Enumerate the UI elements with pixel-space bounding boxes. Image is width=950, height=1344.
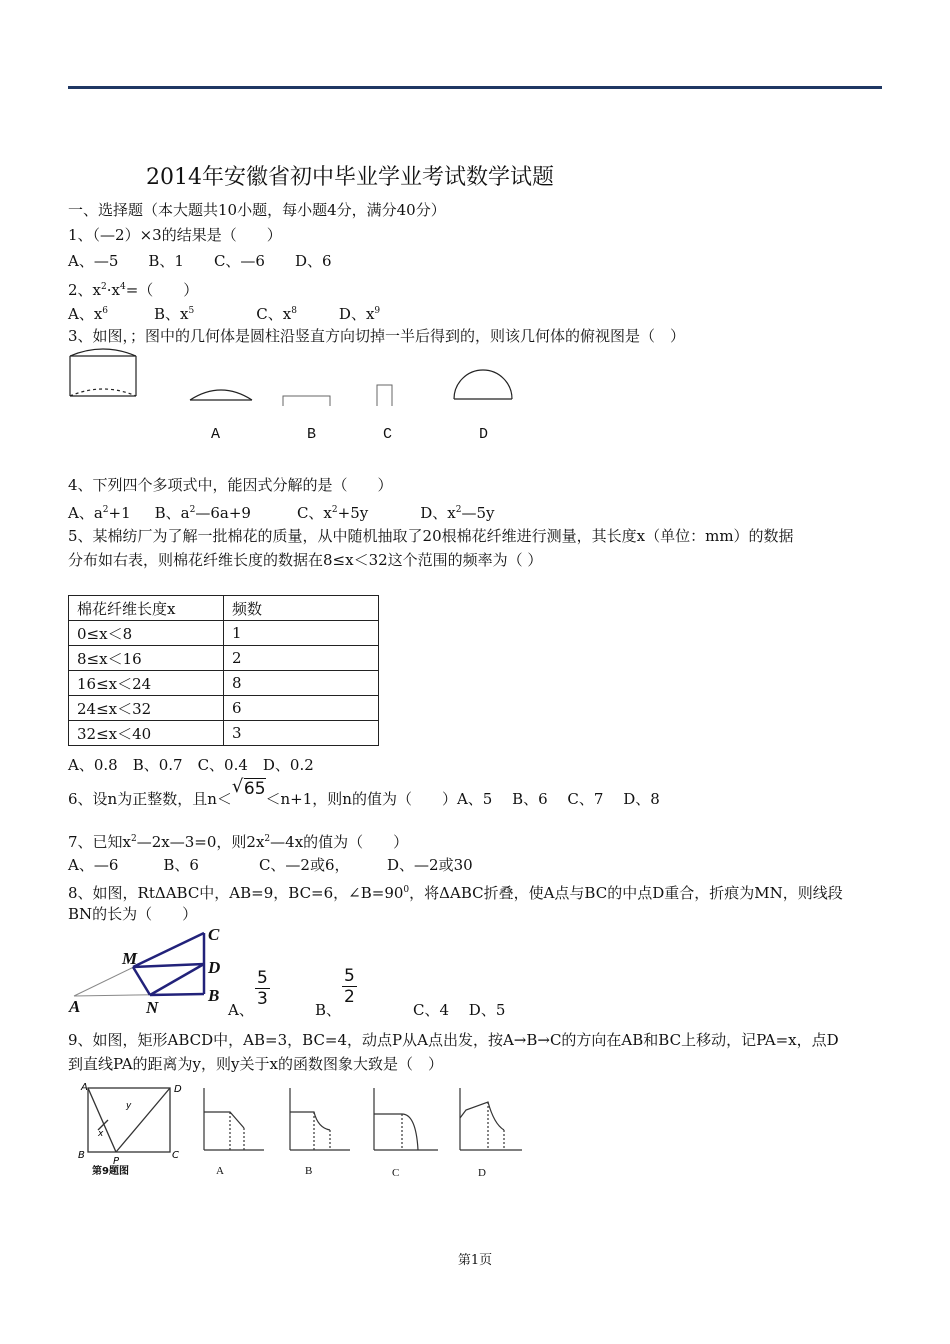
q8-label-n: N [146,998,159,1017]
q3-figure [66,344,536,406]
half-cylinder-solid [70,349,136,396]
graph-c [374,1088,438,1150]
frequency-table [68,595,379,746]
q8-stem-line1: 8、如图，RtΔABC中，AB=9，BC=6，$\angle B=90^0$，将ΔABC折叠，使A点与BC的中点D重合，折痕为MN，则线段 [68,884,843,902]
graph-a [204,1088,264,1150]
table-cell: 6 [224,696,379,721]
q8-option-b-label: B、 [315,1001,342,1019]
section-heading: 一、选择题（本大题共10小题，每小题4分，满分40分） [68,201,446,219]
table-row [69,646,379,671]
option-c-view [377,385,392,406]
table-cell: 32≤x＜40 [69,721,224,746]
q1-stem: 1、（—2）×3的结果是（ ） [68,226,282,244]
svg-text:C: C [172,1150,179,1161]
q7-options: A、—6 B、6 C、—2或6， D、—2或30 [68,856,473,874]
option-a-view [190,390,252,400]
option-b-view [283,396,330,406]
table-cell: 8≤x＜16 [69,646,224,671]
q9-graph-label-b: B [305,1165,313,1177]
q9-graph-label-d: D [478,1167,486,1179]
q9-figures [68,1080,538,1180]
q9-graph-label-c: C [392,1167,400,1179]
graph-d [460,1088,522,1150]
q8-label-d: D [208,958,221,977]
q8-label-m: M [122,949,138,968]
table-cell: 16≤x＜24 [69,671,224,696]
table-row [69,621,379,646]
svg-text:P: P [113,1156,120,1167]
table-cell: 2 [224,646,379,671]
q9-stem-line1: 9、如图，矩形ABCD中，AB=3，BC=4，动点P从A点出发，按A→B→C的方向在AB和BC上移动，记PA=x，点D [68,1031,839,1049]
q7-stem: 7、已知$x^2—2x—3=0$，则$2x^2—4x$的值为（ ） [68,833,409,851]
table-cell: 0≤x＜8 [69,621,224,646]
q4-options: A、$a^2+1$ B、$a^2—6a+9$ C、$x^2+5y$ D、$x^2—5y$ [68,504,495,522]
q1-options: A、—5 B、1 C、—6 D、6 [68,252,332,270]
table-cell: 24≤x＜32 [69,696,224,721]
q3-stem: 3、如图，；图中的几何体是圆柱沿竖直方向切掉一半后得到的，则该几何体的俯视图是（ ） [68,327,686,345]
table-row [69,671,379,696]
q9-graph-label-a: A [216,1165,224,1177]
table-cell: 1 [224,621,379,646]
svg-text:B: B [78,1150,85,1161]
q5-stem-line2: 分布如右表，则棉花纤维长度的数据在8≤x＜32这个范围的频率为（ ） [68,551,543,569]
q8-option-a-fraction: $\frac{5}{3}$ [257,968,268,1009]
q6-stem: 6、设n为正整数，且n＜ √ 65＜n+1，则n的值为（ ）A、5 B、6 C、7 D、8 [68,776,660,808]
q3-label-c: C [383,426,393,443]
q5-options: A、0.8 B、0.7 C、0.4 D、0.2 [68,756,314,774]
q2-stem: 2、$x^2\cdot x^4=$（ ） [68,281,199,299]
q8-stem-line2: BN的长为（ ） [68,905,198,923]
table-cell: 3 [224,721,379,746]
page-number: 第1页 [457,1253,493,1268]
q3-label-b: B [307,426,317,443]
table-cell: 8 [224,671,379,696]
rectangle-abcd [88,1088,170,1152]
q8-label-c: C [208,925,220,944]
svg-text:A: A [81,1082,88,1093]
q3-label-a: A [211,426,221,443]
svg-text:y: y [126,1101,132,1111]
q3-label-d: D [479,426,489,443]
q9-stem-line2: 到直线PA的距离为y，则y关于x的函数图象大致是（ ） [68,1055,443,1073]
q2-options: A、$x^6$ B、$x^5$ C、$x^8$ D、$x^9$ [68,305,381,323]
svg-text:D: D [174,1084,182,1095]
q8-label-a: A [69,997,81,1016]
q5-stem-line1: 5、某棉纺厂为了解一批棉花的质量，从中随机抽取了20根棉花纤维进行测量，其长度x（单位：mm）的数据 [68,527,794,545]
q8-label-b: B [208,986,220,1005]
q9-figure-caption: 第9题图 [92,1166,129,1177]
table-header-row [69,596,379,621]
table-row [69,721,379,746]
table-row [69,696,379,721]
q8-triangle-figure [66,924,216,1004]
option-d-view [454,370,512,399]
svg-text:x: x [98,1129,104,1139]
q8-options-cd: C、4 D、5 [413,1001,506,1019]
table-header-frequency: 频数 [224,596,379,621]
page-title: 2014年安徽省初中毕业学业考试数学试题 [146,165,554,190]
q8-option-a-label: A、 [228,1001,254,1019]
graph-b [290,1088,350,1150]
q4-stem: 4、下列四个多项式中，能因式分解的是（ ） [68,476,393,494]
sqrt-65: √ 65 [231,776,266,799]
header-rule [68,86,882,89]
table-header-length: 棉花纤维长度x [69,596,224,621]
q8-option-b-fraction: $\frac{5}{2}$ [344,966,355,1007]
